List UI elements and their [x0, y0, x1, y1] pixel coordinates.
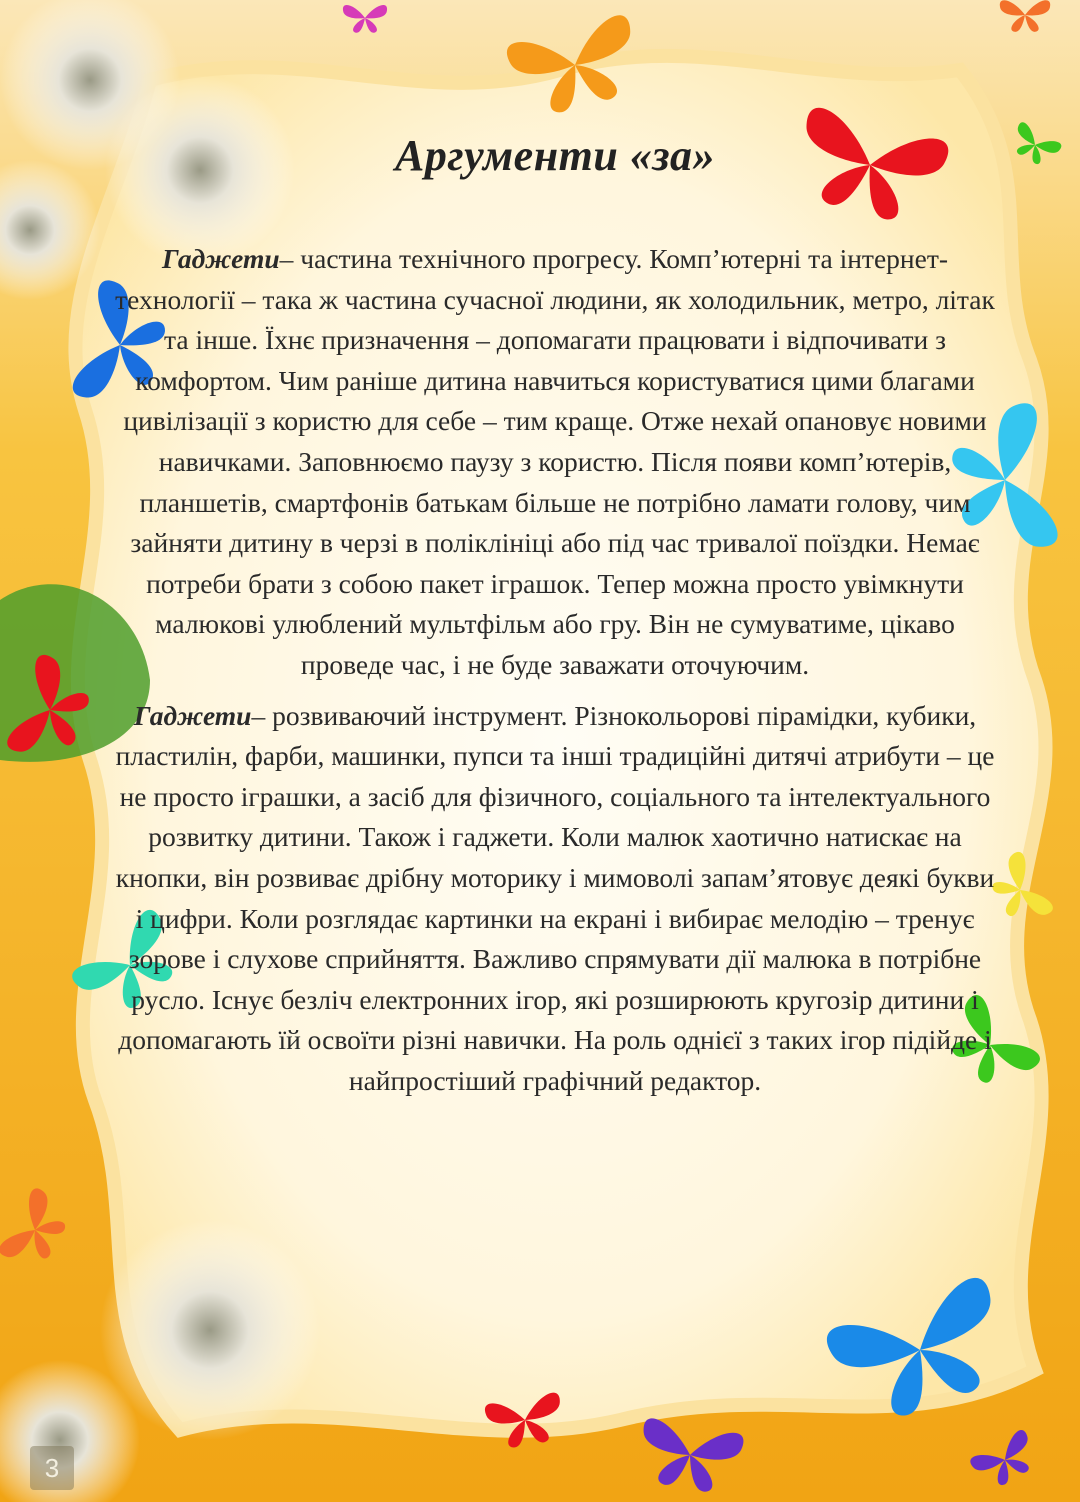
- paragraph-1: [110, 239, 1000, 686]
- paragraph-1-lead: Гаджети: [161, 243, 280, 274]
- paragraph-2-lead: Гаджети: [133, 699, 252, 731]
- paragraph-1-text: – частина технічного прогресу. Комп’ютерні та інтернет-технології – така ж частина сучасної людини, як холодильник, метро, літак та інше. Їхнє призначення – допомагати працювати і відпочивати з комфортом. Чим раніше дитина навчиться користуватися цими благами цивілізації з користю для себе – тим краще. Отже нехай опановує новими навичками. Заповнюємо паузу з користю. Після появи комп’ютерів, планшетів, смартфонів батькам більше не потрібно ламати голову, чим зайняти дитину в черзі в поліклініці або під час тривалої поїздки. Немає потреби брати з собою пакет іграшок. Тепер можна просто увімкнути малюкові улюблений мультфільм або гру. Він не сумуватиме, цікаво проведе час, і не буде заважати оточуючим.: [115, 243, 995, 680]
- paragraph-2: [110, 696, 1000, 1102]
- page-title: Аргументи «за»: [395, 131, 715, 180]
- content-panel: [110, 130, 1000, 1111]
- paragraph-2-text: – розвиваючий інструмент. Різнокольорові пірамідки, кубики, пластилін, фарби, машинки, пупси та інші традиційні дитячі атрибути – це не просто іграшки, а засіб для фізичного, соціального та інтелектуального розвитку дитини. Також і гаджети. Коли малюк хаотично натискає на кнопки, він розвиває дрібну моторику і мимоволі запам’ятовує деякі букви і цифри. Коли розглядає картинки на екрані і вибирає мелодію – тренує зорове і слухове сприйняття. Важливо спрямувати дії малюка в потрібне русло. Існує безліч електронних ігор, які розширюють кругозір дитини і допомагають їй освоїти різні навички. На роль однієї з таких ігор підійде і найпростіший графічний редактор.: [115, 699, 995, 1096]
- page-number-badge: 3: [30, 1446, 74, 1490]
